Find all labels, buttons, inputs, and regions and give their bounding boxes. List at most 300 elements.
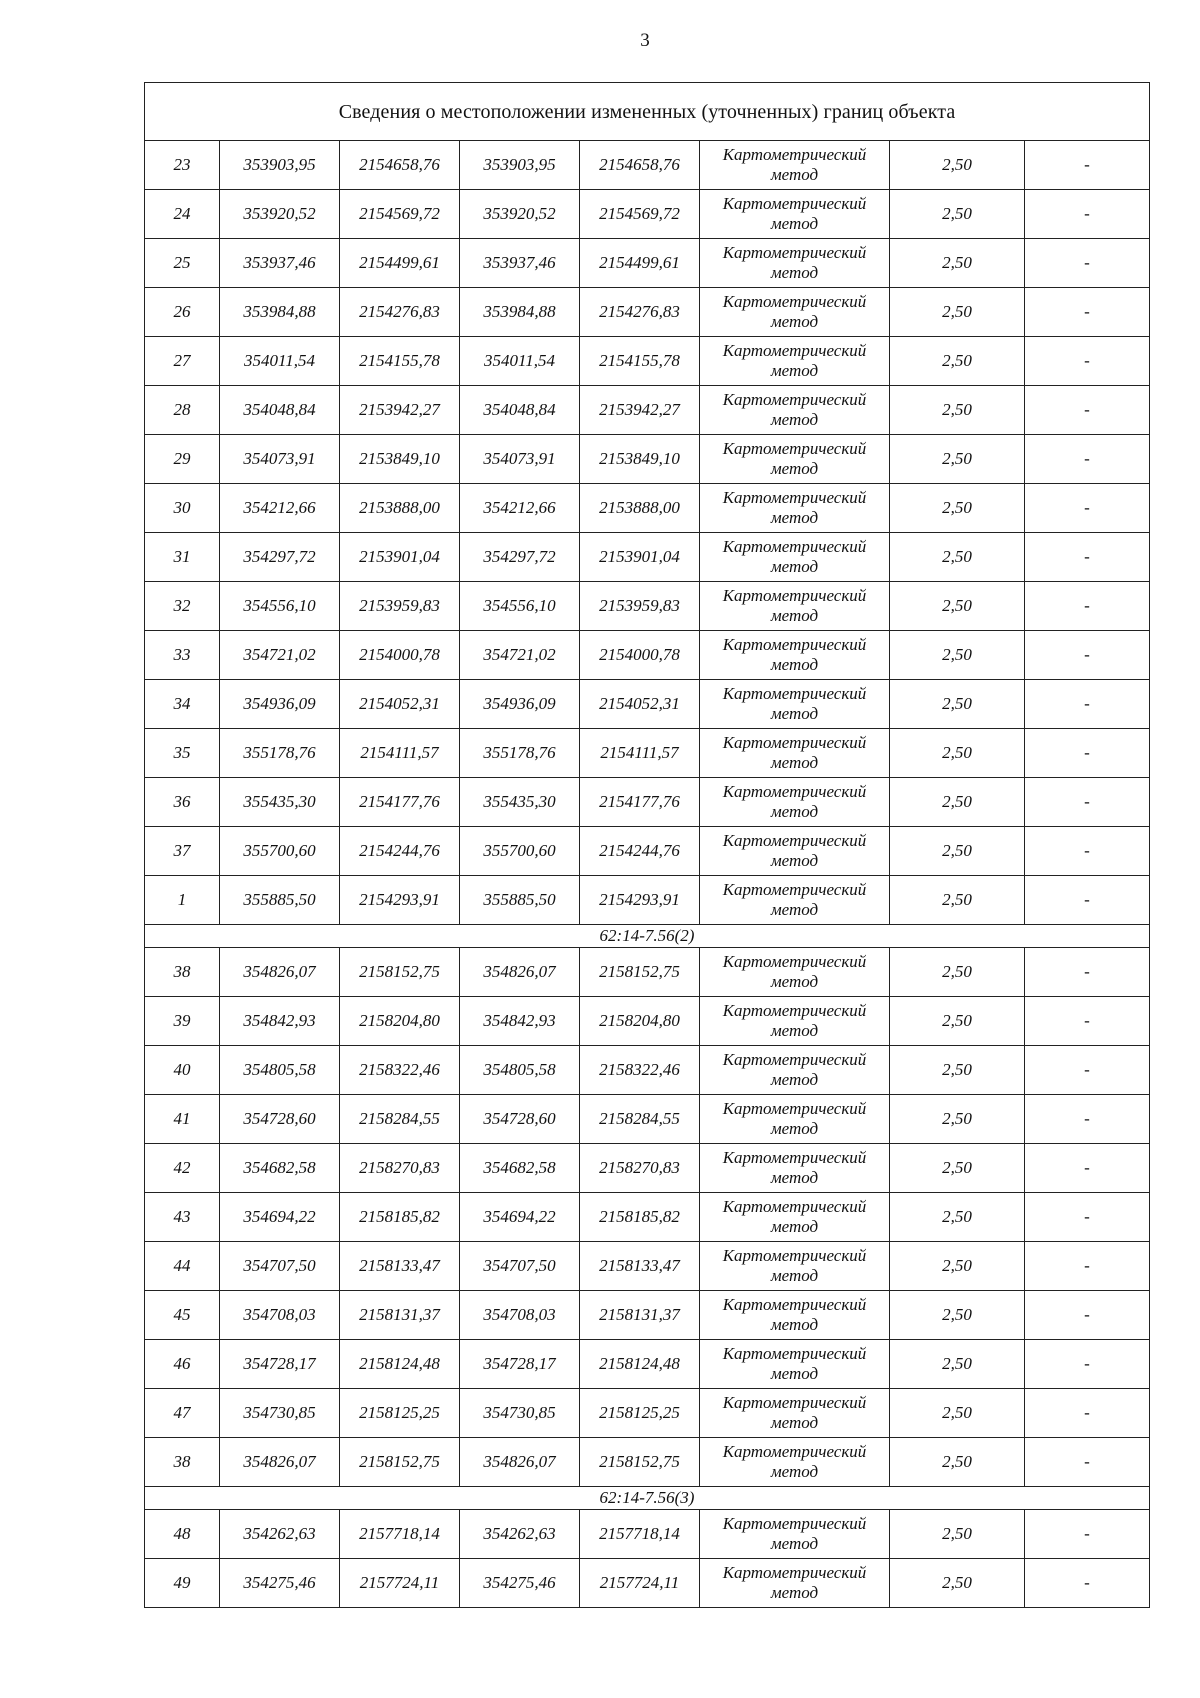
dash-cell: - xyxy=(1025,288,1150,337)
method-text-line1: Картометрический xyxy=(722,782,867,801)
y-old-cell: 2158284,55 xyxy=(340,1095,460,1144)
table-row xyxy=(145,729,1150,778)
method-cell xyxy=(700,827,890,876)
x-new-cell: 354721,02 xyxy=(460,631,580,680)
x-new-cell: 353984,88 xyxy=(460,288,580,337)
x-old-cell: 354936,09 xyxy=(220,680,340,729)
dash-cell: - xyxy=(1025,1438,1150,1487)
point-number-cell: 26 xyxy=(145,288,220,337)
y-old-cell: 2154499,61 xyxy=(340,239,460,288)
x-new-cell: 354262,63 xyxy=(460,1510,580,1559)
x-new-cell: 354707,50 xyxy=(460,1242,580,1291)
x-old-cell: 354721,02 xyxy=(220,631,340,680)
dash-cell: - xyxy=(1025,1144,1150,1193)
x-new-cell: 355435,30 xyxy=(460,778,580,827)
method-cell xyxy=(700,141,890,190)
accuracy-cell: 2,50 xyxy=(890,190,1025,239)
method-text-line1: Картометрический xyxy=(722,1563,867,1582)
y-old-cell: 2157718,14 xyxy=(340,1510,460,1559)
accuracy-cell: 2,50 xyxy=(890,1559,1025,1608)
table-row xyxy=(145,997,1150,1046)
table-row xyxy=(145,1046,1150,1095)
table-row xyxy=(145,337,1150,386)
point-number-cell: 25 xyxy=(145,239,220,288)
point-number-cell: 39 xyxy=(145,997,220,1046)
method-cell xyxy=(700,680,890,729)
method-cell xyxy=(700,778,890,827)
y-old-cell: 2153888,00 xyxy=(340,484,460,533)
method-text-line2: метод xyxy=(770,753,819,772)
method-cell xyxy=(700,190,890,239)
method-text-line2: метод xyxy=(770,1021,819,1040)
method-text-line2: метод xyxy=(770,1315,819,1334)
y-new-cell: 2158284,55 xyxy=(580,1095,700,1144)
x-new-cell: 353937,46 xyxy=(460,239,580,288)
method-text-line1: Картометрический xyxy=(722,1442,867,1461)
y-new-cell: 2154569,72 xyxy=(580,190,700,239)
y-old-cell: 2153901,04 xyxy=(340,533,460,582)
table-title: Сведения о местоположении измененных (уточненных) границ объекта xyxy=(145,83,1150,141)
y-new-cell: 2154155,78 xyxy=(580,337,700,386)
x-old-cell: 354826,07 xyxy=(220,1438,340,1487)
x-new-cell: 354730,85 xyxy=(460,1389,580,1438)
method-text-line2: метод xyxy=(770,1462,819,1481)
x-old-cell: 354275,46 xyxy=(220,1559,340,1608)
x-old-cell: 354728,17 xyxy=(220,1340,340,1389)
table-title-row xyxy=(145,83,1150,141)
accuracy-cell: 2,50 xyxy=(890,1340,1025,1389)
y-new-cell: 2158131,37 xyxy=(580,1291,700,1340)
y-old-cell: 2158124,48 xyxy=(340,1340,460,1389)
accuracy-cell: 2,50 xyxy=(890,1389,1025,1438)
method-text-line2: метод xyxy=(770,655,819,674)
method-text-line2: метод xyxy=(770,900,819,919)
table-row xyxy=(145,1242,1150,1291)
x-new-cell: 354212,66 xyxy=(460,484,580,533)
point-number-cell: 48 xyxy=(145,1510,220,1559)
x-new-cell: 354842,93 xyxy=(460,997,580,1046)
table-row xyxy=(145,778,1150,827)
y-new-cell: 2154052,31 xyxy=(580,680,700,729)
point-number-cell: 47 xyxy=(145,1389,220,1438)
dash-cell: - xyxy=(1025,533,1150,582)
x-new-cell: 354826,07 xyxy=(460,1438,580,1487)
method-text-line2: метод xyxy=(770,557,819,576)
method-text-line1: Картометрический xyxy=(722,341,867,360)
dash-cell: - xyxy=(1025,1193,1150,1242)
x-new-cell: 354936,09 xyxy=(460,680,580,729)
method-text-line2: метод xyxy=(770,1534,819,1553)
point-number-cell: 27 xyxy=(145,337,220,386)
accuracy-cell: 2,50 xyxy=(890,631,1025,680)
method-text-line1: Картометрический xyxy=(722,952,867,971)
section-header-row xyxy=(145,925,1150,948)
table-row xyxy=(145,631,1150,680)
method-cell xyxy=(700,1559,890,1608)
y-old-cell: 2158131,37 xyxy=(340,1291,460,1340)
method-text-line2: метод xyxy=(770,410,819,429)
point-number-cell: 24 xyxy=(145,190,220,239)
y-old-cell: 2153959,83 xyxy=(340,582,460,631)
method-text-line1: Картометрический xyxy=(722,684,867,703)
method-text-line1: Картометрический xyxy=(722,1393,867,1412)
table-row xyxy=(145,288,1150,337)
dash-cell: - xyxy=(1025,948,1150,997)
accuracy-cell: 2,50 xyxy=(890,582,1025,631)
point-number-cell: 44 xyxy=(145,1242,220,1291)
dash-cell: - xyxy=(1025,1291,1150,1340)
table-row xyxy=(145,1438,1150,1487)
accuracy-cell: 2,50 xyxy=(890,1291,1025,1340)
y-new-cell: 2158125,25 xyxy=(580,1389,700,1438)
dash-cell: - xyxy=(1025,435,1150,484)
accuracy-cell: 2,50 xyxy=(890,1095,1025,1144)
y-old-cell: 2158185,82 xyxy=(340,1193,460,1242)
method-text-line1: Картометрический xyxy=(722,537,867,556)
method-cell xyxy=(700,1144,890,1193)
accuracy-cell: 2,50 xyxy=(890,997,1025,1046)
y-new-cell: 2158185,82 xyxy=(580,1193,700,1242)
method-text-line1: Картометрический xyxy=(722,1099,867,1118)
x-old-cell: 354682,58 xyxy=(220,1144,340,1193)
table-row xyxy=(145,484,1150,533)
point-number-cell: 29 xyxy=(145,435,220,484)
x-old-cell: 354297,72 xyxy=(220,533,340,582)
method-text-line2: метод xyxy=(770,1119,819,1138)
dash-cell: - xyxy=(1025,484,1150,533)
method-cell xyxy=(700,948,890,997)
y-old-cell: 2158152,75 xyxy=(340,948,460,997)
method-text-line1: Картометрический xyxy=(722,880,867,899)
point-number-cell: 30 xyxy=(145,484,220,533)
x-old-cell: 354728,60 xyxy=(220,1095,340,1144)
y-new-cell: 2153959,83 xyxy=(580,582,700,631)
point-number-cell: 34 xyxy=(145,680,220,729)
method-text-line2: метод xyxy=(770,459,819,478)
point-number-cell: 32 xyxy=(145,582,220,631)
method-text-line2: метод xyxy=(770,1168,819,1187)
method-text-line1: Картометрический xyxy=(722,292,867,311)
method-text-line2: метод xyxy=(770,1364,819,1383)
point-number-cell: 41 xyxy=(145,1095,220,1144)
method-text-line1: Картометрический xyxy=(722,733,867,752)
table-row xyxy=(145,141,1150,190)
y-new-cell: 2154000,78 xyxy=(580,631,700,680)
method-text-line1: Картометрический xyxy=(722,1514,867,1533)
method-text-line2: метод xyxy=(770,1583,819,1602)
point-number-cell: 31 xyxy=(145,533,220,582)
point-number-cell: 23 xyxy=(145,141,220,190)
table-row xyxy=(145,1510,1150,1559)
accuracy-cell: 2,50 xyxy=(890,337,1025,386)
y-new-cell: 2154111,57 xyxy=(580,729,700,778)
section-label: 62:14-7.56(2) xyxy=(145,925,1150,948)
x-old-cell: 355700,60 xyxy=(220,827,340,876)
x-old-cell: 354073,91 xyxy=(220,435,340,484)
y-old-cell: 2153942,27 xyxy=(340,386,460,435)
y-old-cell: 2154658,76 xyxy=(340,141,460,190)
method-text-line2: метод xyxy=(770,214,819,233)
x-new-cell: 354297,72 xyxy=(460,533,580,582)
dash-cell: - xyxy=(1025,1046,1150,1095)
accuracy-cell: 2,50 xyxy=(890,386,1025,435)
section-label: 62:14-7.56(3) xyxy=(145,1487,1150,1510)
method-text-line2: метод xyxy=(770,1413,819,1432)
accuracy-cell: 2,50 xyxy=(890,876,1025,925)
method-text-line1: Картометрический xyxy=(722,1295,867,1314)
y-new-cell: 2158270,83 xyxy=(580,1144,700,1193)
y-old-cell: 2154052,31 xyxy=(340,680,460,729)
method-text-line1: Картометрический xyxy=(722,439,867,458)
method-cell xyxy=(700,1193,890,1242)
method-text-line1: Картометрический xyxy=(722,243,867,262)
method-text-line1: Картометрический xyxy=(722,1197,867,1216)
y-old-cell: 2153849,10 xyxy=(340,435,460,484)
method-text-line1: Картометрический xyxy=(722,488,867,507)
x-old-cell: 354805,58 xyxy=(220,1046,340,1095)
dash-cell: - xyxy=(1025,190,1150,239)
method-cell xyxy=(700,1046,890,1095)
table-row xyxy=(145,1389,1150,1438)
accuracy-cell: 2,50 xyxy=(890,435,1025,484)
table-row xyxy=(145,948,1150,997)
y-new-cell: 2158133,47 xyxy=(580,1242,700,1291)
point-number-cell: 46 xyxy=(145,1340,220,1389)
accuracy-cell: 2,50 xyxy=(890,141,1025,190)
method-text-line2: метод xyxy=(770,1266,819,1285)
method-text-line2: метод xyxy=(770,851,819,870)
method-text-line1: Картометрический xyxy=(722,390,867,409)
y-old-cell: 2154276,83 xyxy=(340,288,460,337)
y-old-cell: 2158322,46 xyxy=(340,1046,460,1095)
method-cell xyxy=(700,337,890,386)
point-number-cell: 36 xyxy=(145,778,220,827)
table-row xyxy=(145,1340,1150,1389)
method-text-line1: Картометрический xyxy=(722,635,867,654)
accuracy-cell: 2,50 xyxy=(890,533,1025,582)
y-old-cell: 2154177,76 xyxy=(340,778,460,827)
table-row xyxy=(145,435,1150,484)
table-row xyxy=(145,190,1150,239)
dash-cell: - xyxy=(1025,141,1150,190)
method-cell xyxy=(700,1438,890,1487)
table-body xyxy=(145,83,1150,1608)
x-old-cell: 355178,76 xyxy=(220,729,340,778)
x-new-cell: 355885,50 xyxy=(460,876,580,925)
method-text-line2: метод xyxy=(770,263,819,282)
x-old-cell: 354707,50 xyxy=(220,1242,340,1291)
table-row xyxy=(145,1193,1150,1242)
dash-cell: - xyxy=(1025,997,1150,1046)
y-old-cell: 2158125,25 xyxy=(340,1389,460,1438)
method-cell xyxy=(700,729,890,778)
method-cell xyxy=(700,1340,890,1389)
page-number: 3 xyxy=(640,30,650,51)
y-old-cell: 2158204,80 xyxy=(340,997,460,1046)
method-cell xyxy=(700,1510,890,1559)
method-cell xyxy=(700,582,890,631)
dash-cell: - xyxy=(1025,1559,1150,1608)
y-new-cell: 2153901,04 xyxy=(580,533,700,582)
accuracy-cell: 2,50 xyxy=(890,1193,1025,1242)
x-new-cell: 354728,17 xyxy=(460,1340,580,1389)
x-new-cell: 355178,76 xyxy=(460,729,580,778)
method-cell xyxy=(700,631,890,680)
dash-cell: - xyxy=(1025,1340,1150,1389)
method-cell xyxy=(700,288,890,337)
y-old-cell: 2154569,72 xyxy=(340,190,460,239)
section-header-row xyxy=(145,1487,1150,1510)
table-row xyxy=(145,1095,1150,1144)
y-new-cell: 2154293,91 xyxy=(580,876,700,925)
dash-cell: - xyxy=(1025,386,1150,435)
x-new-cell: 354073,91 xyxy=(460,435,580,484)
y-new-cell: 2158152,75 xyxy=(580,948,700,997)
method-text-line1: Картометрический xyxy=(722,831,867,850)
accuracy-cell: 2,50 xyxy=(890,827,1025,876)
x-new-cell: 354708,03 xyxy=(460,1291,580,1340)
x-new-cell: 354682,58 xyxy=(460,1144,580,1193)
method-text-line1: Картометрический xyxy=(722,145,867,164)
y-new-cell: 2154499,61 xyxy=(580,239,700,288)
y-new-cell: 2154244,76 xyxy=(580,827,700,876)
y-old-cell: 2154155,78 xyxy=(340,337,460,386)
y-new-cell: 2153942,27 xyxy=(580,386,700,435)
point-number-cell: 35 xyxy=(145,729,220,778)
table-row xyxy=(145,876,1150,925)
method-text-line2: метод xyxy=(770,165,819,184)
dash-cell: - xyxy=(1025,729,1150,778)
x-new-cell: 354826,07 xyxy=(460,948,580,997)
method-text-line2: метод xyxy=(770,361,819,380)
method-text-line2: метод xyxy=(770,1217,819,1236)
y-new-cell: 2153849,10 xyxy=(580,435,700,484)
method-cell xyxy=(700,533,890,582)
y-new-cell: 2153888,00 xyxy=(580,484,700,533)
accuracy-cell: 2,50 xyxy=(890,1242,1025,1291)
dash-cell: - xyxy=(1025,778,1150,827)
table-row xyxy=(145,1291,1150,1340)
point-number-cell: 45 xyxy=(145,1291,220,1340)
x-old-cell: 354262,63 xyxy=(220,1510,340,1559)
method-text-line2: метод xyxy=(770,312,819,331)
x-new-cell: 354694,22 xyxy=(460,1193,580,1242)
accuracy-cell: 2,50 xyxy=(890,778,1025,827)
y-new-cell: 2154276,83 xyxy=(580,288,700,337)
x-old-cell: 354556,10 xyxy=(220,582,340,631)
accuracy-cell: 2,50 xyxy=(890,288,1025,337)
y-new-cell: 2158204,80 xyxy=(580,997,700,1046)
y-old-cell: 2158133,47 xyxy=(340,1242,460,1291)
x-old-cell: 354842,93 xyxy=(220,997,340,1046)
x-new-cell: 354728,60 xyxy=(460,1095,580,1144)
point-number-cell: 37 xyxy=(145,827,220,876)
point-number-cell: 1 xyxy=(145,876,220,925)
y-new-cell: 2157724,11 xyxy=(580,1559,700,1608)
accuracy-cell: 2,50 xyxy=(890,1046,1025,1095)
dash-cell: - xyxy=(1025,827,1150,876)
x-old-cell: 355885,50 xyxy=(220,876,340,925)
x-new-cell: 354805,58 xyxy=(460,1046,580,1095)
x-old-cell: 354212,66 xyxy=(220,484,340,533)
method-cell xyxy=(700,239,890,288)
method-cell xyxy=(700,997,890,1046)
accuracy-cell: 2,50 xyxy=(890,239,1025,288)
dash-cell: - xyxy=(1025,1510,1150,1559)
table-row xyxy=(145,827,1150,876)
accuracy-cell: 2,50 xyxy=(890,1438,1025,1487)
accuracy-cell: 2,50 xyxy=(890,484,1025,533)
y-old-cell: 2154293,91 xyxy=(340,876,460,925)
method-text-line1: Картометрический xyxy=(722,1344,867,1363)
method-cell xyxy=(700,1242,890,1291)
x-old-cell: 354694,22 xyxy=(220,1193,340,1242)
x-new-cell: 354275,46 xyxy=(460,1559,580,1608)
x-old-cell: 355435,30 xyxy=(220,778,340,827)
x-new-cell: 355700,60 xyxy=(460,827,580,876)
table-row xyxy=(145,680,1150,729)
x-old-cell: 353937,46 xyxy=(220,239,340,288)
dash-cell: - xyxy=(1025,876,1150,925)
x-old-cell: 354708,03 xyxy=(220,1291,340,1340)
point-number-cell: 38 xyxy=(145,948,220,997)
method-text-line1: Картометрический xyxy=(722,1148,867,1167)
coordinates-table xyxy=(144,82,1150,1608)
x-old-cell: 353984,88 xyxy=(220,288,340,337)
x-old-cell: 354048,84 xyxy=(220,386,340,435)
y-new-cell: 2158124,48 xyxy=(580,1340,700,1389)
accuracy-cell: 2,50 xyxy=(890,680,1025,729)
point-number-cell: 40 xyxy=(145,1046,220,1095)
method-cell xyxy=(700,484,890,533)
accuracy-cell: 2,50 xyxy=(890,1144,1025,1193)
x-new-cell: 353920,52 xyxy=(460,190,580,239)
y-new-cell: 2154658,76 xyxy=(580,141,700,190)
method-text-line1: Картометрический xyxy=(722,1001,867,1020)
y-new-cell: 2158322,46 xyxy=(580,1046,700,1095)
table-row xyxy=(145,582,1150,631)
table-row xyxy=(145,239,1150,288)
accuracy-cell: 2,50 xyxy=(890,1510,1025,1559)
dash-cell: - xyxy=(1025,337,1150,386)
x-new-cell: 354011,54 xyxy=(460,337,580,386)
table-row xyxy=(145,386,1150,435)
x-old-cell: 353920,52 xyxy=(220,190,340,239)
point-number-cell: 38 xyxy=(145,1438,220,1487)
method-text-line2: метод xyxy=(770,972,819,991)
coordinates-table-wrapper xyxy=(144,82,1149,1608)
method-cell xyxy=(700,1389,890,1438)
point-number-cell: 33 xyxy=(145,631,220,680)
point-number-cell: 43 xyxy=(145,1193,220,1242)
method-text-line2: метод xyxy=(770,802,819,821)
dash-cell: - xyxy=(1025,582,1150,631)
method-cell xyxy=(700,1095,890,1144)
method-text-line1: Картометрический xyxy=(722,586,867,605)
method-cell xyxy=(700,386,890,435)
point-number-cell: 42 xyxy=(145,1144,220,1193)
y-new-cell: 2154177,76 xyxy=(580,778,700,827)
table-row xyxy=(145,533,1150,582)
point-number-cell: 28 xyxy=(145,386,220,435)
y-old-cell: 2154111,57 xyxy=(340,729,460,778)
x-new-cell: 354048,84 xyxy=(460,386,580,435)
method-text-line2: метод xyxy=(770,606,819,625)
method-cell xyxy=(700,876,890,925)
dash-cell: - xyxy=(1025,680,1150,729)
x-new-cell: 354556,10 xyxy=(460,582,580,631)
dash-cell: - xyxy=(1025,239,1150,288)
